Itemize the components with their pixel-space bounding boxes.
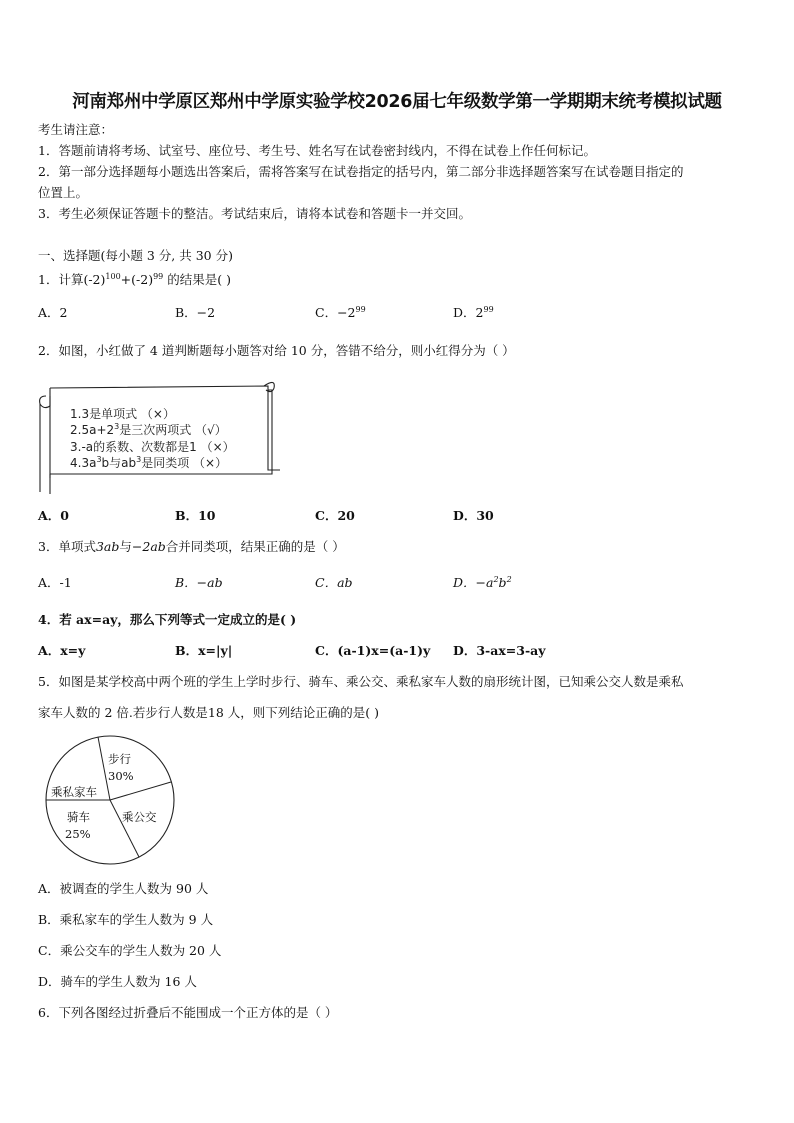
pie-label-bus: 乘公交 (122, 810, 157, 824)
q5-option-c: C．乘公交车的学生人数为 20 人 (38, 943, 222, 958)
q3-option-a: A．-1 (38, 575, 72, 590)
q3-option-c: C．ab (315, 575, 353, 590)
q3-option-d (453, 573, 512, 591)
scroll-line-4 (70, 454, 227, 471)
scroll-line-4-a: 4.3a (70, 456, 97, 470)
scroll-line-4-b: b与ab (101, 456, 137, 470)
q1-exp-1: 100 (105, 272, 121, 281)
q3-option-d-mid: b (498, 575, 507, 590)
pie-label-bike: 骑车 (67, 810, 90, 824)
pie-label-car: 乘私家车 (51, 785, 97, 799)
q3-term-1: 3ab (95, 539, 120, 554)
scroll-line-4-exp-1: 3 (96, 455, 102, 464)
q1-option-d-base: D．2 (453, 305, 484, 320)
pie-pct-walk: 30% (108, 769, 134, 783)
page-title: 河南郑州中学原区郑州中学原实验学校2026届七年级数学第一学期期末统考模拟试题 (72, 92, 722, 112)
q1-exp-2: 99 (153, 272, 164, 281)
q1-option-c-exp: 99 (355, 305, 366, 314)
q1-option-c-base: C．−2 (315, 305, 356, 320)
q3-option-d-base: D．−a (453, 575, 494, 590)
q5-option-a: A．被调查的学生人数为 90 人 (38, 881, 209, 896)
q4-option-a: A．x=y (38, 643, 86, 658)
question-4-stem: 4．若 ax=ay，那么下列等式一定成立的是( ) (38, 612, 297, 627)
notice-item-2: 2．第一部分选择题每小题选出答案后，需将答案写在试卷指定的括号内，第二部分非选择题答案写在试卷题目指定的 (38, 164, 684, 179)
scroll-line-4-c: 是同类项 （×） (141, 456, 228, 470)
q3-option-d-exp-2: 2 (506, 575, 512, 584)
q1-option-b: B．−2 (175, 305, 216, 320)
notice-item-1: 1．答题前请将考场、试室号、座位号、考生号、姓名写在试卷密封线内，不得在试卷上作任何标记。 (38, 143, 596, 158)
q3-option-b: B．−ab (175, 575, 223, 590)
q2-option-b: B．10 (175, 508, 216, 523)
notice-heading: 考生请注意： (38, 122, 114, 137)
q5-option-b: B．乘私家车的学生人数为 9 人 (38, 912, 214, 927)
q1-text-c: 的结果是( ) (163, 272, 231, 287)
q1-option-c (315, 303, 366, 321)
q5-option-d: D．骑车的学生人数为 16 人 (38, 974, 197, 989)
q2-option-c: C．20 (315, 508, 355, 523)
q2-option-d: D．30 (453, 508, 494, 523)
q3-term-2: −2ab (131, 539, 166, 554)
q3-text-a: 3．单项式 (38, 539, 96, 554)
scroll-line-4-exp-2: 3 (136, 455, 142, 464)
q4-option-c: C．(a-1)x=(a-1)y (315, 643, 431, 658)
notice-item-2-cont: 位置上。 (38, 185, 89, 200)
q2-option-a: A．0 (38, 508, 69, 523)
q3-option-d-exp-1: 2 (493, 575, 499, 584)
q1-option-d-exp: 99 (483, 305, 494, 314)
scroll-line-1: 1.3是单项式 （×） (70, 407, 175, 421)
scroll-line-3: 3.-a的系数、次数都是1 （×） (70, 440, 235, 454)
question-3-stem (38, 537, 345, 555)
scroll-line-2-b: 是三次两项式 （√） (119, 423, 227, 437)
q1-text-a: 1．计算(-2) (38, 272, 106, 287)
question-6-stem: 6．下列各图经过折叠后不能围成一个正方体的是（ ） (38, 1005, 338, 1020)
pie-pct-bike: 25% (65, 827, 91, 841)
question-1-stem (38, 270, 231, 288)
q1-option-d (453, 303, 494, 321)
scroll-line-2-a: 2.5a+2 (70, 423, 115, 437)
question-5-stem-line-1: 5．如图是某学校高中两个班的学生上学时步行、骑车、乘公交、乘私家车人数的扇形统计图，已知乘公交人数是乘私 (38, 674, 684, 689)
section-heading: 一、选择题(每小题 3 分, 共 30 分) (38, 248, 233, 263)
scroll-line-2 (70, 421, 227, 438)
q1-text-b: +(-2) (120, 272, 154, 287)
scroll-line-2-exp: 3 (114, 422, 120, 431)
question-5-stem-line-2: 家车人数的 2 倍.若步行人数是18 人，则下列结论正确的是( ) (38, 705, 379, 720)
pie-label-walk: 步行 (108, 752, 131, 766)
q4-option-d: D．3-ax=3-ay (453, 643, 546, 658)
notice-item-3: 3．考生必须保证答题卡的整洁。考试结束后，请将本试卷和答题卡一并交回。 (38, 206, 471, 221)
q3-text-c: 合并同类项，结果正确的是（ ） (165, 539, 345, 554)
q3-text-b: 与 (119, 539, 132, 554)
q4-option-b: B．x=|y| (175, 643, 233, 658)
q1-option-a: A．2 (38, 305, 68, 320)
question-2-stem: 2．如图，小红做了 4 道判断题每小题答对给 10 分，答错不给分，则小红得分为（ ） (38, 343, 515, 358)
